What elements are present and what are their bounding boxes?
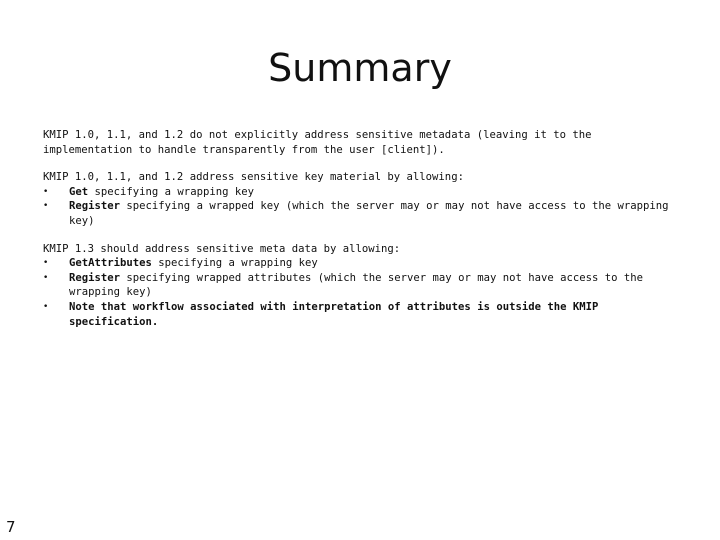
slide-body bbox=[43, 128, 683, 329]
bullet-list bbox=[43, 185, 683, 229]
bullet-text: specifying a wrapping key bbox=[151, 257, 318, 270]
bullet-text: specifying a wrapped key (which the server may or may not have access to the wrapping key) bbox=[69, 200, 669, 227]
paragraph-metadata-note bbox=[43, 128, 683, 157]
bullet-item-get bbox=[43, 185, 683, 200]
bullet-keyword: Register bbox=[69, 200, 121, 213]
bullet-item-register bbox=[43, 199, 683, 228]
bullet-text: Note that workflow associated with interpretation of attributes is outside the KMIP specification. bbox=[69, 300, 599, 328]
section-intro: KMIP 1.3 should address sensitive meta data by allowing: bbox=[43, 242, 401, 255]
page-number: 7 bbox=[6, 518, 16, 536]
bullet-item-register-attributes bbox=[43, 271, 683, 300]
section-sensitive-metadata bbox=[43, 242, 683, 330]
bullet-item-getattributes bbox=[43, 256, 683, 271]
bullet-text: specifying wrapped attributes (which the server may or may not have access to the wrapping key) bbox=[69, 271, 644, 299]
bullet-keyword: Get bbox=[69, 185, 89, 198]
paragraph-text: KMIP 1.0, 1.1, and 1.2 do not explicitly address sensitive metadata (leaving it to the implementation to handle transparently from the user [client]). bbox=[43, 129, 598, 156]
section-intro: KMIP 1.0, 1.1, and 1.2 address sensitive key material by allowing: bbox=[43, 171, 464, 184]
section-key-material bbox=[43, 170, 683, 228]
bullet-list bbox=[43, 256, 683, 329]
bullet-text: specifying a wrapping key bbox=[88, 185, 254, 198]
bullet-item-workflow-note bbox=[43, 300, 683, 329]
bullet-keyword: GetAttributes bbox=[69, 257, 152, 270]
bullet-keyword: Register bbox=[69, 271, 121, 284]
slide-title: Summary bbox=[268, 46, 452, 90]
